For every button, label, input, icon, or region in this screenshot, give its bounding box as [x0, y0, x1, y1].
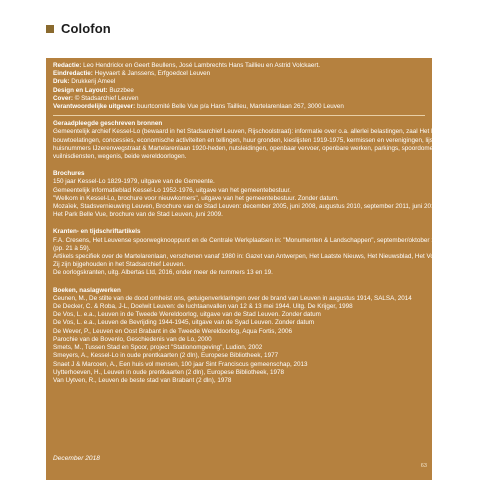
section-line: De Wever, P., Leuven en Oost Brabant in de Tweede Wereldoorlog, Aqua Fortis, 2006 — [53, 327, 292, 335]
section-line: Ceunen, M., De stilte van de dood omheist ons, getuigenverklaringen over de brand van Leuven in augustus 1914, SALSA, 2014 — [53, 294, 412, 302]
section-books — [53, 287, 425, 385]
credit-print — [53, 78, 425, 86]
credit-final-editing — [53, 70, 425, 78]
section-line: Parochie van de Bovenlo, Geschiedenis van de Lo, 2000 — [53, 335, 212, 343]
credit-label: Verantwoordelijke uitgever: — [53, 103, 136, 111]
section-line: Mozaïek, Stadsvernieuwing Leuven, Brochure van de Stad Leuven: december 2005, juni 2008, augustus 2010, september 2011, juni 2012. — [53, 203, 440, 211]
credit-editors — [53, 62, 425, 70]
section-line: Het Park Belle Vue, brochure van de Stad Leuven, juni 2009. — [53, 211, 223, 219]
credit-value: Drukkerij Ameel — [71, 78, 116, 86]
page-title: Colofon — [61, 21, 111, 36]
credit-cover — [53, 95, 425, 103]
section-line: Snaet J & Marcoen, A., Een huis vol mensen, 100 jaar Sint Franciscus gemeenschap, 2013 — [53, 360, 308, 368]
credit-value: Leo Hendrickx en Geert Beullens, José Lambrechts Hans Taillieu en Astrid Volckaert. — [83, 62, 320, 69]
credit-publisher — [53, 103, 425, 111]
section-line: "Welkom in Kessel-Lo, brochure voor nieuwkomers", uitgave van het gemeentebestuur. Zonder datum. — [53, 194, 339, 202]
section-title: Brochures — [53, 170, 85, 178]
section-line: Gemeentelijk archief Kessel-Lo (bewaard in het Stadsarchief Leuven, Rijschoolstraat): informatie over o.a. allerlei belastingen, zaal Het Bad, — [53, 128, 444, 136]
section-line: bouwtoelatingen, concessies, economische activiteiten en tellingen, huur gronden, kieslijsten 1919-1975, kermissen en verenigingen, lijst met — [53, 136, 447, 144]
section-line: De Vos, L. e.a., Leuven in de Tweede Wereldoorlog, uitgave van de Stad Leuven. Zonder datum — [53, 311, 321, 319]
section-title: Geraadpleegde geschreven bronnen — [53, 120, 163, 128]
section-line: Zij zijn bijgehouden in het Stadsarchief Leuven. — [53, 261, 185, 269]
title-bullet-square — [46, 25, 54, 33]
credits-block — [53, 62, 425, 111]
section-line: De oorlogskranten, uitg. Albertas Ltd, 2016, onder meer de nummers 13 en 19. — [53, 269, 273, 277]
credit-label: Cover: — [53, 94, 73, 102]
credit-design — [53, 87, 425, 95]
section-line: vuilnisdiensten, wegenis, beide wereldoorlogen. — [53, 153, 187, 161]
section-line: Gemeentelijk informatieblad Kessel-Lo 1952-1976, uitgave van het gemeentebestuur. — [53, 186, 292, 194]
credit-label: Eindredactie: — [53, 70, 93, 78]
section-title: Kranten- en tijdschriftartikels — [53, 228, 141, 236]
section-line: De Vos, L. e.a., Leuven de Bevrijding 1944-1945, uitgave van de Syad Leuven. Zonder datum — [53, 319, 315, 327]
credit-label: Druk: — [53, 78, 70, 86]
section-line: 150 jaar Kessel-Lo 1829-1979, uitgave van de Gemeente. — [53, 178, 215, 186]
section-articles — [53, 228, 446, 277]
section-line: De Decker, C. & Roba, J-L, Doelwit Leuven: de luchtaanvallen van 12 & 13 mei 1944. Uitg. De Krijger, 1998 — [53, 303, 353, 311]
colophon-content — [53, 62, 447, 385]
section-line: F.A. Cresens, Het Leuvense spoorwegknooppunt en de Centrale Werkplaatsen in: "Monumenten & Landschappen", september/oktober 1995 — [53, 236, 446, 244]
section-line: Artikels specifiek over de Martelarenlaan, verschenen vanaf 1980 in: Gazet van Antwerpen, Het Laatste Nieuws, Het Nieuwsblad, Het Volk. — [53, 253, 441, 261]
credit-value: Buzzbee — [109, 86, 134, 94]
section-line: Van Uytven, R., Leuven de beste stad van Brabant (2 dln), 1978 — [53, 376, 232, 384]
section-written-sources — [53, 120, 447, 161]
credit-label: Redactie: — [53, 62, 82, 69]
section-line: Smets, M., Tussen Stad en Spoor, project "Stationomgeving", Ludion, 2002 — [53, 344, 263, 352]
section-line: huisnummers IJzerenwegstraat & Martelarenlaan 1920-heden, nutsleidingen, openbaar vervoer, openbare werken, parkings, spoordomein, — [53, 144, 440, 152]
credit-value: Heyvaert & Janssens, Erfgoedcel Leuven — [94, 70, 211, 78]
section-divider — [53, 115, 425, 116]
credit-value: buurtcomité Belle Vue p/a Hans Taillieu, Martelarenlaan 267, 3000 Leuven — [137, 103, 344, 111]
section-line: (pp. 21 à 59). — [53, 244, 91, 252]
section-brochures — [53, 170, 440, 219]
section-line: Smeyers, A., Kessel-Lo in oude prentkaarten (2 dln), Europese Bibliotheek, 1977 — [53, 352, 279, 360]
section-title: Boeken, naslagwerken — [53, 286, 121, 294]
page-header — [0, 0, 480, 56]
section-line: Uytterhoeven, H., Leuven in oude prentkaarten (2 dln), Europese Bibliotheek, 1978 — [53, 368, 285, 376]
footer-date: December 2018 — [53, 455, 100, 462]
credit-value: © Stadsarchief Leuven — [74, 94, 139, 102]
page-number: 63 — [420, 463, 427, 469]
credit-label: Design en Layout: — [53, 86, 108, 94]
